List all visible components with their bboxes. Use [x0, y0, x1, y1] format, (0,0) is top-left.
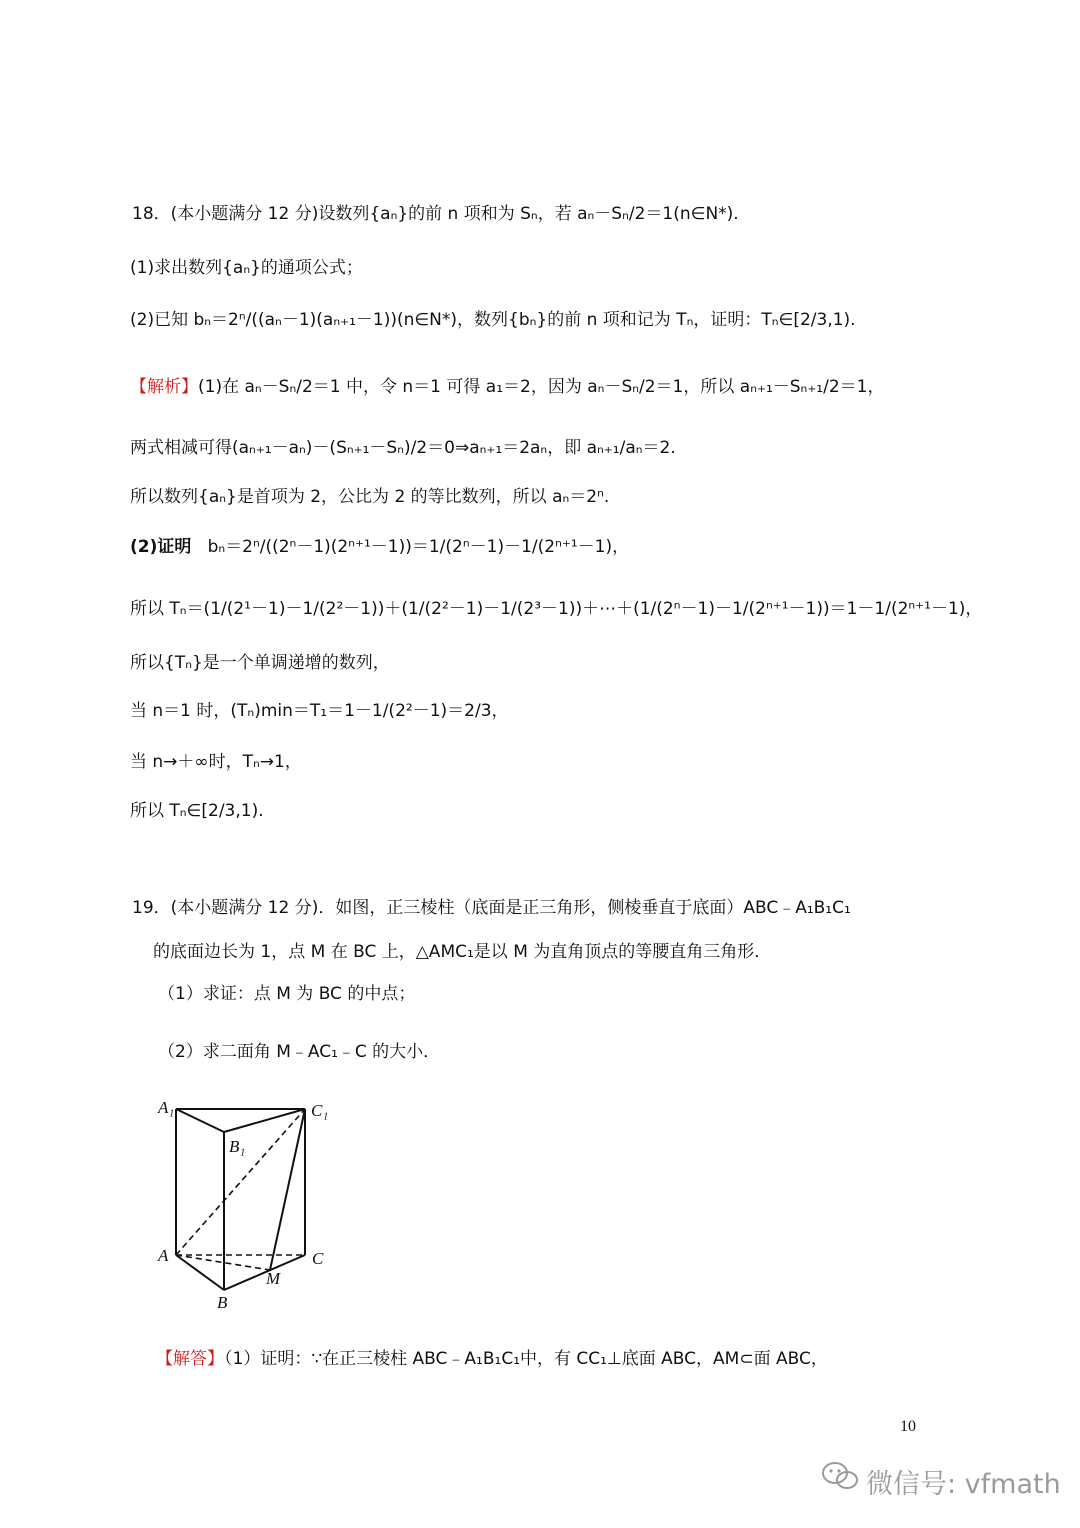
- q18-solution-line4: [130, 536, 629, 558]
- label-A1: A₁: [158, 1098, 175, 1117]
- q18-solution-line3: 所以数列{aₙ}是首项为 2，公比为 2 的等比数列，所以 aₙ＝2ⁿ.: [130, 487, 610, 507]
- solution-tag: 【解析】: [130, 377, 198, 397]
- solution-text-1: (1)在 aₙ－Sₙ/2＝1 中，令 n＝1 可得 a₁＝2，因为 aₙ－Sₙ/2＝1，所以 aₙ₊₁－Sₙ₊₁/2＝1，: [198, 377, 885, 397]
- edge-A-C1-dashed: [176, 1109, 305, 1255]
- answer-tag: 【解答】: [156, 1349, 224, 1369]
- q19-stem-line2: 的底面边长为 1，点 M 在 BC 上，△AMC₁是以 M 为直角顶点的等腰直角三角形．: [153, 942, 772, 962]
- label-M: M: [266, 1269, 281, 1288]
- edge-B-C: [224, 1255, 305, 1290]
- q18-part1: (1)求出数列{aₙ}的通项公式；: [130, 258, 363, 278]
- page-number: 10: [900, 1418, 916, 1435]
- q19-part1: （1）求证：点 M 为 BC 的中点；: [158, 984, 416, 1004]
- q18-solution-line8: 当 n→＋∞时，Tₙ→1，: [130, 752, 302, 772]
- q19-stem-line1: 19．(本小题满分 12 分)．如图，正三棱柱（底面是正三角形，侧棱垂直于底面）ABC﹣A₁B₁C₁: [132, 898, 851, 918]
- q18-solution-line9: 所以 Tₙ∈[2/3,1).: [130, 801, 264, 821]
- q19-part2: （2）求二面角 M﹣AC₁﹣C 的大小．: [158, 1042, 441, 1062]
- edge-A-B: [176, 1255, 224, 1290]
- prism-figure: [150, 1090, 350, 1320]
- q18-solution-line1: [130, 376, 884, 398]
- q19-answer-line1: [156, 1348, 828, 1370]
- q18-part2: (2)已知 bₙ＝2ⁿ/((aₙ－1)(aₙ₊₁－1))(n∈N*)，数列{bₙ}的前 n 项和记为 Tₙ，证明：Tₙ∈[2/3,1).: [130, 310, 856, 330]
- q18-solution-line6: 所以{Tₙ}是一个单调递增的数列，: [130, 653, 390, 673]
- q18-solution-line2: 两式相减可得(aₙ₊₁－aₙ)－(Sₙ₊₁－Sₙ)/2＝0⇒aₙ₊₁＝2aₙ，即 aₙ₊₁/aₙ＝2.: [130, 438, 676, 458]
- watermark-text: 微信号: vfmath: [866, 1469, 1061, 1500]
- wechat-icon: [820, 1460, 860, 1492]
- edge-A1-B1: [176, 1109, 224, 1132]
- label-B: B: [217, 1293, 228, 1312]
- edge-B1-C1: [224, 1109, 305, 1132]
- q18-stem: 18．(本小题满分 12 分)设数列{aₙ}的前 n 项和为 Sₙ，若 aₙ－Sₙ/2＝1(n∈N*).: [132, 204, 739, 224]
- label-C: C: [312, 1249, 324, 1268]
- edge-C1-M: [270, 1109, 305, 1270]
- q18-solution-line7: 当 n＝1 时，(Tₙ)min＝T₁＝1－1/(2²－1)＝2/3，: [130, 701, 509, 721]
- proof-tag: (2)证明: [130, 537, 192, 557]
- label-B1: B₁: [229, 1137, 246, 1156]
- solution-text-4: bₙ＝2ⁿ/((2ⁿ－1)(2ⁿ⁺¹－1))＝1/(2ⁿ－1)－1/(2ⁿ⁺¹－1)，: [207, 537, 630, 557]
- q18-solution-line5: 所以 Tₙ＝(1/(2¹－1)－1/(2²－1))＋(1/(2²－1)－1/(2³－1))＋⋯＋(1/(2ⁿ－1)－1/(2ⁿ⁺¹－1))＝1－1/(2ⁿ⁺¹－1)，: [130, 599, 983, 619]
- label-C1: C₁: [311, 1101, 329, 1120]
- label-A: A: [158, 1246, 169, 1265]
- answer-text-1: （1）证明：∵在正三棱柱 ABC﹣A₁B₁C₁中，有 CC₁⊥底面 ABC，AM⊂面 ABC，: [224, 1349, 828, 1369]
